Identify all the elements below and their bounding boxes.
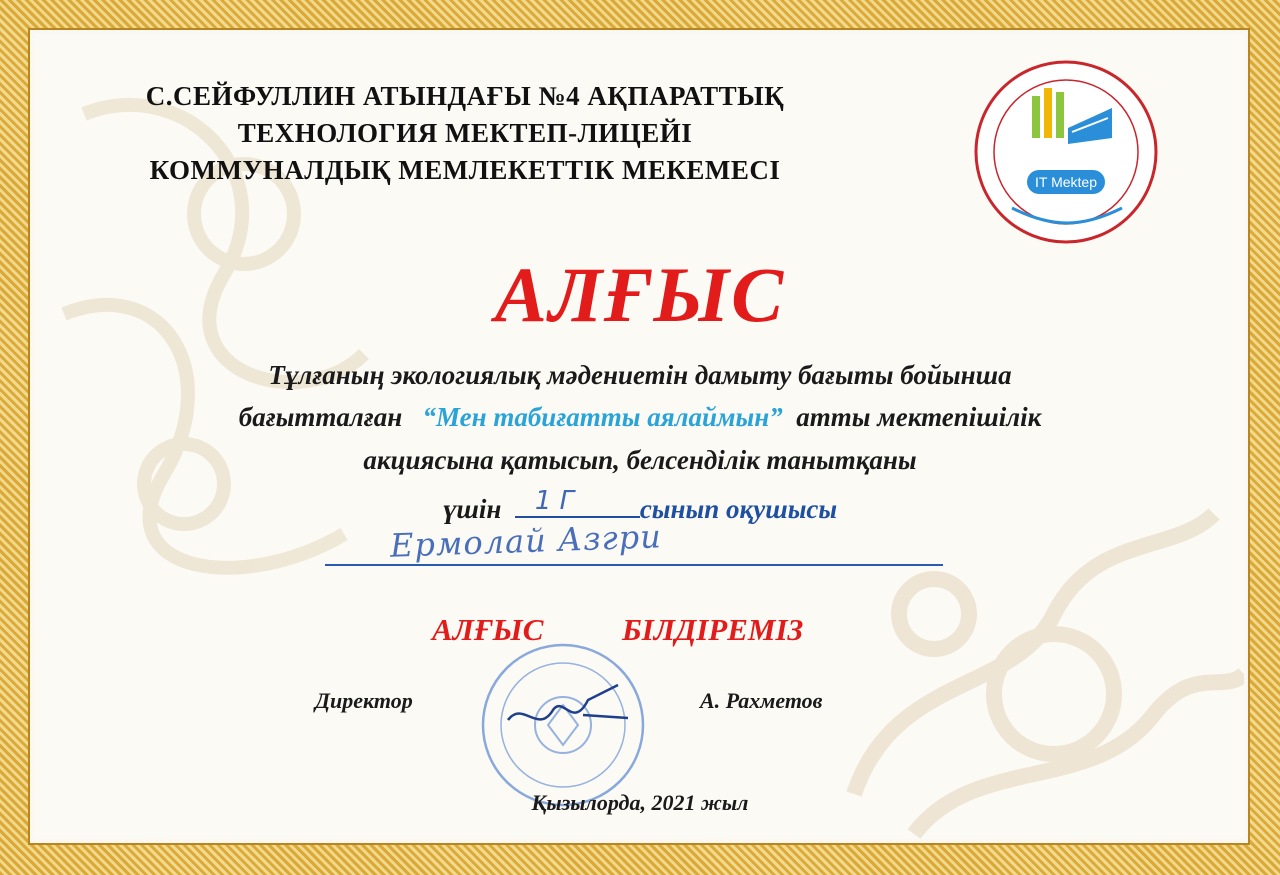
certificate-title: АЛҒЫС xyxy=(494,251,786,338)
header-line-1: С.СЕЙФУЛЛИН АТЫНДАҒЫ №4 АҚПАРАТТЫҚ xyxy=(145,81,785,111)
thanks-word-2: БІЛДІРЕМІЗ xyxy=(622,612,804,647)
footer-place-year: Қызылорда, 2021 жыл xyxy=(531,790,749,815)
header-line-3: КОММУНАЛДЫҚ МЕМЛЕКЕТТІК МЕКЕМЕСІ xyxy=(149,155,781,185)
event-name: “Мен табиғатты аялаймын” xyxy=(422,402,783,432)
director-name: А. Рахметов xyxy=(700,688,823,713)
it-mektep-logo xyxy=(972,58,1160,246)
director-label: Директор xyxy=(315,688,413,713)
school-header xyxy=(60,78,870,189)
body-line-4-suffix: сынып оқушысы xyxy=(639,494,838,524)
body-line-4-prefix: үшін xyxy=(442,494,502,524)
official-stamp xyxy=(478,640,648,810)
body-line-1: Тұлғаның экологиялық мәдениетін дамыту бағыты бойынша xyxy=(268,360,1012,390)
recipient-handwritten-name: Ермолай Азгри xyxy=(389,517,663,565)
class-blank-line xyxy=(515,486,640,518)
thanks-word-1: АЛҒЫС xyxy=(432,612,544,647)
body-line-2-prefix: бағытталған xyxy=(238,402,403,432)
ornament-right xyxy=(794,494,1244,839)
body-line-2-suffix: атты мектепішілік xyxy=(796,402,1042,432)
class-handwritten: 1 Г xyxy=(534,486,575,516)
logo-text: IT Mektep xyxy=(1035,174,1097,190)
body-line-3: акциясына қатысып, белсенділік танытқаны xyxy=(363,445,917,475)
recipient-name-line xyxy=(325,564,943,566)
header-line-2: ТЕХНОЛОГИЯ МЕКТЕП-ЛИЦЕЙІ xyxy=(237,118,693,148)
body-line-2 xyxy=(0,402,1280,433)
